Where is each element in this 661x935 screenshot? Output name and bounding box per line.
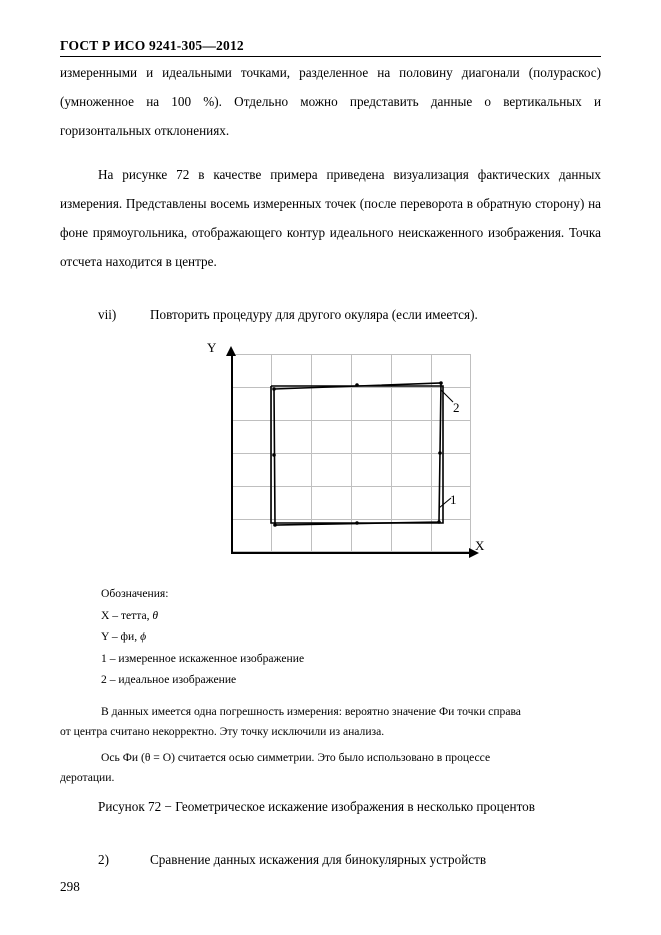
y-axis	[231, 354, 233, 554]
list-marker-2: 2)	[98, 852, 109, 867]
measured-point	[272, 453, 276, 457]
paragraph-3	[60, 300, 601, 329]
figure-caption	[60, 793, 601, 820]
paragraph-1: измеренными и идеальными точками, разделенное на половину диагонали (полураскос) (умноженное на 100 %). Отдельно можно представить данные о вертикальных и горизонтальных отклонениях.	[60, 65, 601, 138]
measured-point	[438, 451, 442, 455]
x-axis-label: X	[475, 538, 485, 553]
figure-caption-text: Рисунок 72 − Геометрическое искажение изображения в несколько процентов	[98, 799, 535, 814]
y-axis-arrow	[226, 346, 236, 356]
figure-72	[195, 340, 495, 565]
measured-point	[355, 521, 359, 525]
measured-point	[437, 520, 441, 524]
measured-point	[272, 387, 276, 391]
legend-y: Y – фи, ϕ	[101, 630, 147, 643]
phi-symbol: ϕ	[140, 630, 147, 643]
page-header: ГОСТ Р ИСО 9241-305—2012	[60, 38, 244, 53]
callout-label-1: 1	[450, 492, 457, 507]
paragraph-3-text: Повторить процедуру для другого окуляра (если имеется).	[150, 307, 478, 322]
legend-note-2b: деротации.	[60, 771, 115, 784]
theta-symbol: θ	[152, 608, 159, 622]
legend-item-1: 1 – измеренное искаженное изображение	[101, 651, 305, 665]
distortion-plot	[195, 340, 495, 565]
legend-title: Обозначения:	[101, 587, 169, 600]
x-axis	[231, 552, 471, 554]
callout-label-2: 2	[453, 400, 460, 415]
legend-note-1b: от центра считано некорректно. Эту точку исключили из анализа.	[60, 725, 385, 738]
next-list-item	[60, 846, 601, 873]
paragraph-2-text: На рисунке 72 в качестве примера приведена визуализация фактических данных измерения. Представлены восемь измеренных точек (после переворота в обратную сторону) на фоне прямоугольника, отображающего контур идеального неискаженного изображения. Точка отсчета находится в центре.	[60, 167, 601, 269]
measured-image-outline	[274, 383, 441, 525]
legend-note-1a: В данных имеется одна погрешность измерения: вероятно значение Фи точки справа	[101, 705, 521, 718]
measured-point	[355, 383, 359, 387]
legend-note-2a: Ось Фи (θ = O) считается осью симметрии. Это было использовано в процессе	[101, 751, 491, 764]
y-axis-label: Y	[207, 340, 217, 355]
measured-point	[439, 381, 443, 385]
measured-point	[273, 523, 277, 527]
ideal-image-outline	[271, 386, 443, 523]
page-number: 298	[60, 879, 80, 894]
header-divider	[60, 56, 601, 57]
paragraph-2	[60, 160, 601, 276]
legend-item-2: 2 – идеальное изображение	[101, 673, 237, 686]
figure-legend	[101, 583, 601, 691]
legend-x: X – тетта, θ	[101, 608, 159, 622]
next-list-item-text: Сравнение данных искажения для бинокулярных устройств	[150, 852, 487, 867]
list-marker-vii: vii)	[98, 307, 117, 322]
